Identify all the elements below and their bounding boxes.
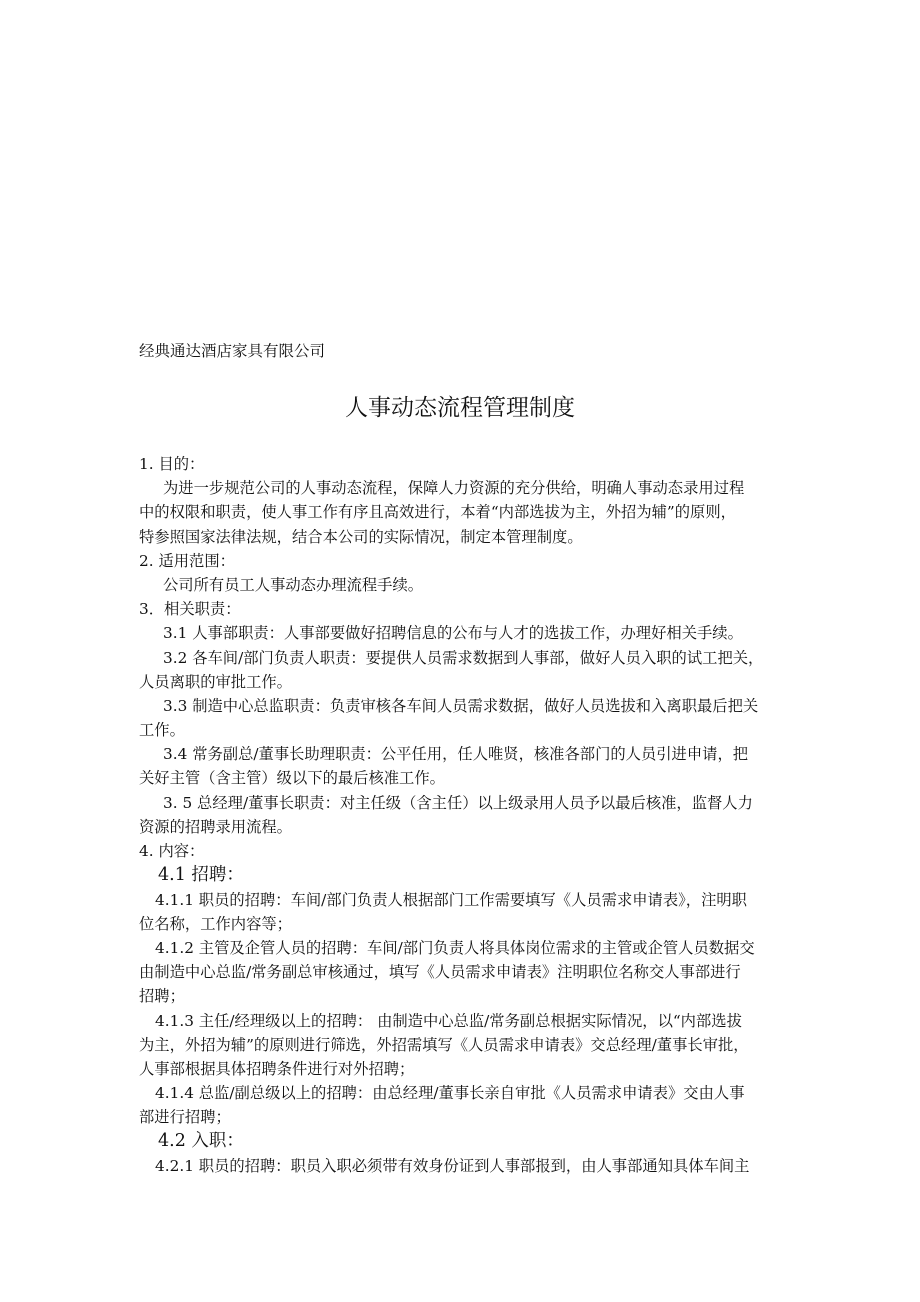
paragraph-line: 4.2.1 职员的招聘：职员入职必须带有效身份证到人事部报到，由人事部通知具体车间主 — [155, 1156, 750, 1175]
paragraph-line: 人事部根据具体招聘条件进行对外招聘； — [139, 1059, 415, 1078]
paragraph-line: 特参照国家法律法规，结合本公司的实际情况，制定本管理制度。 — [139, 527, 583, 546]
paragraph-line: 为主，外招为辅”的原则进行筛选，外招需填写《人员需求申请表》交总经理/董事长审批， — [139, 1035, 749, 1054]
subsection-heading: 4.2 入职： — [158, 1131, 244, 1152]
section-heading: 4. 内容： — [139, 842, 205, 860]
document-title: 人事动态流程管理制度 — [345, 395, 575, 421]
paragraph-line: 工作。 — [139, 721, 185, 740]
section-heading: 1. 目的： — [139, 455, 205, 473]
paragraph-line: 3. 5 总经理/董事长职责：对主任级（含主任）以上级录用人员予以最后核准，监督人力 — [163, 793, 753, 812]
paragraph-line: 为进一步规范公司的人事动态流程，保障人力资源的充分供给，明确人事动态录用过程 — [163, 479, 745, 498]
paragraph-line: 部进行招聘； — [139, 1108, 231, 1127]
paragraph-line: 4.1.4 总监/副总级以上的招聘：由总经理/董事长亲自审批《人员需求申请表》交由人事 — [155, 1084, 745, 1103]
paragraph-line: 3.1 人事部职责：人事部要做好招聘信息的公布与人才的选拔工作，办理好相关手续。 — [163, 624, 743, 643]
paragraph-line: 资源的招聘录用流程。 — [139, 817, 292, 836]
section-heading: 3．相关职责： — [139, 600, 241, 619]
paragraph-line: 3.4 常务副总/董事长助理职责：公平任用，任人唯贤，核准各部门的人员引进申请，把 — [163, 745, 749, 764]
paragraph-line: 位名称，工作内容等； — [139, 914, 292, 933]
paragraph-line: 4.1.1 职员的招聘：车间/部门负责人根据部门工作需要填写《人员需求申请表》，注明职 — [155, 890, 747, 909]
paragraph-line: 4.1.2 主管及企管人员的招聘：车间/部门负责人将具体岗位需求的主管或企管人员数据交 — [155, 938, 755, 957]
company-name: 经典通达酒店家具有限公司 — [139, 342, 326, 360]
paragraph-line: 招聘； — [139, 987, 185, 1006]
section-heading: 2. 适用范围： — [139, 551, 235, 570]
paragraph-line: 由制造中心总监/常务副总审核通过，填写《人员需求申请表》注明职位名称交人事部进行 — [139, 963, 741, 982]
paragraph-line: 4.1.3 主任/经理级以上的招聘： 由制造中心总监/常务副总根据实际情况，以“内部选拔 — [155, 1011, 742, 1030]
paragraph-line: 3.3 制造中心总监职责：负责审核各车间人员需求数据，做好人员选拔和入离职最后把关 — [163, 696, 759, 715]
document-body — [139, 452, 789, 1178]
paragraph-line: 关好主管（含主管）级以下的最后核准工作。 — [139, 769, 445, 788]
paragraph-line: 3.2 各车间/部门负责人职责：要提供人员需求数据到人事部，做好人员入职的试工把关， — [163, 648, 764, 667]
paragraph-line: 人员离职的审批工作。 — [139, 672, 292, 691]
paragraph-line: 公司所有员工人事动态办理流程手续。 — [163, 575, 424, 594]
subsection-heading: 4.1 招聘： — [158, 865, 244, 886]
paragraph-line: 中的权限和职责，使人事工作有序且高效进行，本着“内部选拔为主，外招为辅”的原则， — [139, 503, 736, 522]
